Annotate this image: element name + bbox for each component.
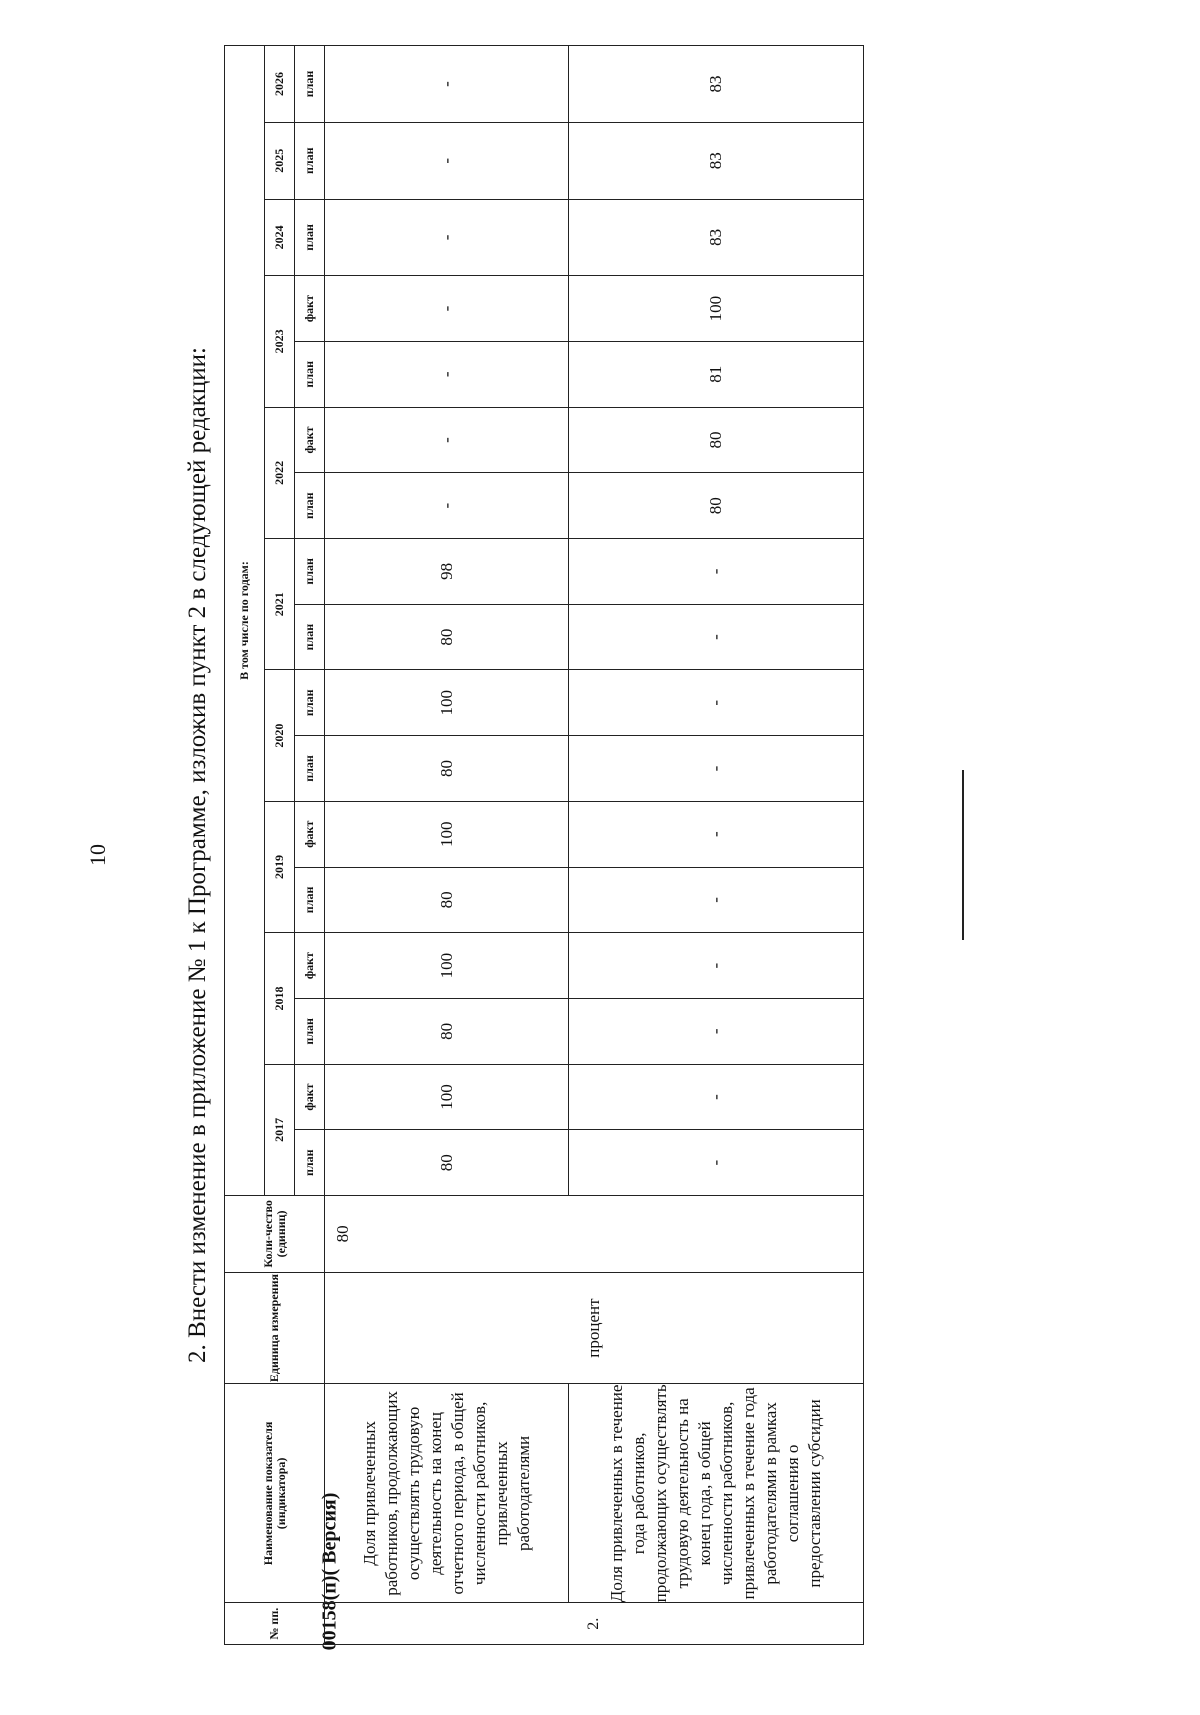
value-cell: 98 — [325, 539, 569, 605]
year-2021: 2021 — [265, 539, 295, 670]
value-cell: 100 — [325, 1064, 569, 1130]
year-2022: 2022 — [265, 407, 295, 538]
year-2024: 2024 — [265, 199, 295, 276]
amendment-heading: 2. Внести изменение в приложение № 1 к Программе, изложив пункт 2 в следующей редакции: — [184, 347, 211, 1363]
separator-line — [962, 770, 964, 940]
sub-header: план — [295, 46, 325, 123]
value-cell: - — [325, 341, 569, 407]
value-cell: 100 — [569, 276, 864, 342]
page-number: 10 — [85, 844, 110, 866]
sub-header: план — [295, 736, 325, 802]
quantity-value: 80 — [325, 1196, 864, 1273]
value-cell: - — [569, 604, 864, 670]
header-num: № пп. — [225, 1603, 325, 1645]
sub-header: план — [295, 1130, 325, 1196]
table-row — [325, 46, 569, 1645]
year-2025: 2025 — [265, 122, 295, 199]
year-2020: 2020 — [265, 670, 295, 801]
indicator-table — [224, 45, 864, 1645]
header-years-group: В том числе по годам: — [225, 46, 265, 1196]
indicator-name: Доля привлеченных в течение года работников, продолжающих осуществлять трудовую деятельность на конец года, в общей численности работников, привлеченных в течение года работодателями в рамках соглашения о предоставлении субсидии — [569, 1384, 864, 1603]
year-2017: 2017 — [265, 1064, 295, 1195]
value-cell: - — [569, 998, 864, 1064]
year-2019: 2019 — [265, 801, 295, 932]
sub-header: план — [295, 604, 325, 670]
value-cell: 100 — [325, 933, 569, 999]
rotated-content — [180, 30, 880, 1680]
sub-header: план — [295, 867, 325, 933]
value-cell: - — [325, 199, 569, 276]
value-cell: 81 — [569, 341, 864, 407]
header-unit: Единица измерения — [225, 1272, 325, 1384]
header-indicator-name: Наименование показателя (индикатора) — [225, 1384, 325, 1603]
value-cell: - — [325, 473, 569, 539]
value-cell: 80 — [325, 867, 569, 933]
row-number: 2. — [325, 1603, 864, 1645]
unit-value: процент — [325, 1272, 864, 1384]
value-cell: 80 — [569, 407, 864, 473]
value-cell: - — [569, 933, 864, 999]
sub-header: факт — [295, 801, 325, 867]
value-cell: 80 — [325, 736, 569, 802]
value-cell: - — [569, 867, 864, 933]
value-cell: 80 — [325, 1130, 569, 1196]
value-cell: - — [569, 736, 864, 802]
table-row — [569, 46, 864, 1645]
value-cell: 83 — [569, 46, 864, 123]
sub-header: факт — [295, 933, 325, 999]
sub-header: план — [295, 998, 325, 1064]
value-cell: - — [325, 122, 569, 199]
value-cell: 83 — [569, 122, 864, 199]
value-cell: - — [569, 801, 864, 867]
year-2023: 2023 — [265, 276, 295, 407]
sub-header: факт — [295, 276, 325, 342]
value-cell: 83 — [569, 199, 864, 276]
value-cell: - — [325, 407, 569, 473]
year-2018: 2018 — [265, 933, 295, 1064]
value-cell: 80 — [569, 473, 864, 539]
sub-header: план — [295, 473, 325, 539]
value-cell: - — [569, 1064, 864, 1130]
sub-header: факт — [295, 1064, 325, 1130]
sub-header: факт — [295, 407, 325, 473]
indicator-name: Доля привлеченных работников, продолжающих осуществлять трудовую деятельность на конец отчетного периода, в общей численности работников, привлеченных работодателями — [325, 1384, 569, 1603]
value-cell: 100 — [325, 801, 569, 867]
value-cell: - — [325, 276, 569, 342]
value-cell: 80 — [325, 604, 569, 670]
value-cell: - — [569, 1130, 864, 1196]
document-code: 00158(п)( Версия) — [318, 1492, 341, 1651]
value-cell: - — [569, 539, 864, 605]
sub-header: план — [295, 341, 325, 407]
header-quantity: Коли-чество (единиц) — [225, 1196, 325, 1273]
value-cell: - — [325, 46, 569, 123]
sub-header: план — [295, 199, 325, 276]
year-2026: 2026 — [265, 46, 295, 123]
sub-header: план — [295, 539, 325, 605]
value-cell: 100 — [325, 670, 569, 736]
sub-header: план — [295, 122, 325, 199]
value-cell: - — [569, 670, 864, 736]
sub-header: план — [295, 670, 325, 736]
value-cell: 80 — [325, 998, 569, 1064]
